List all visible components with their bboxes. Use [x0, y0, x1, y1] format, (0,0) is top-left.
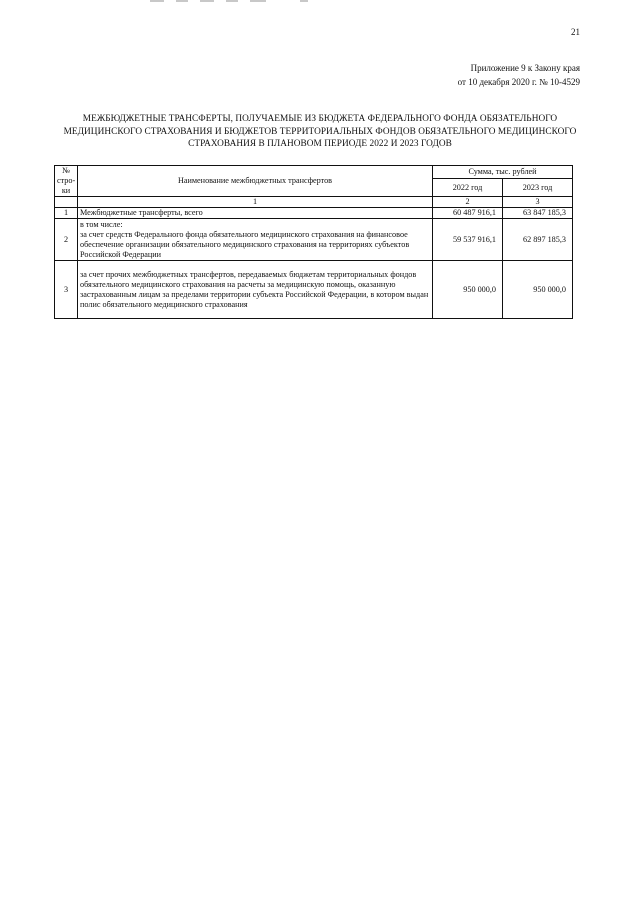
transfers-table	[54, 165, 573, 319]
table-row	[55, 261, 573, 319]
title-line-2: МЕДИЦИНСКОГО СТРАХОВАНИЯ И БЮДЖЕТОВ ТЕРРИТОРИАЛЬНЫХ ФОНДОВ ОБЯЗАТЕЛЬНОГО МЕДИЦИНСКОГО	[63, 126, 577, 137]
row-value-2022: 59 537 916,1	[433, 219, 503, 261]
header-index-2: 2	[433, 197, 503, 208]
row-value-2023: 950 000,0	[503, 261, 573, 319]
row-name: за счет прочих межбюджетных трансфертов, передаваемых бюджетам территориальных фондов обязательного медицинского страхования на расчеты за медицинскую помощь, оказанную застрахованным лицам за пределами территории субъекта Российской Федерации, в котором выдан полис обязательного медицинского страхования	[78, 261, 433, 319]
table-row	[55, 208, 573, 219]
row-value-2023: 62 897 185,3	[503, 219, 573, 261]
row-name	[78, 219, 433, 261]
row-number: 3	[55, 261, 78, 319]
row-value-2022: 950 000,0	[433, 261, 503, 319]
page-number: 21	[571, 27, 580, 37]
header-transfer-name: Наименование межбюджетных трансфертов	[78, 166, 433, 197]
header-year-2023: 2023 год	[503, 179, 573, 197]
row-number: 2	[55, 219, 78, 261]
header-index-3: 3	[503, 197, 573, 208]
row-number: 1	[55, 208, 78, 219]
header-index-empty	[55, 197, 78, 208]
header-index-1: 1	[78, 197, 433, 208]
header-row-number: № стро- ки	[55, 166, 78, 197]
table-row	[55, 219, 573, 261]
scan-artifact-marks	[150, 0, 330, 4]
title-line-1: МЕЖБЮДЖЕТНЫЕ ТРАНСФЕРТЫ, ПОЛУЧАЕМЫЕ ИЗ БЮДЖЕТА ФЕДЕРАЛЬНОГО ФОНДА ОБЯЗАТЕЛЬНОГО	[82, 114, 558, 124]
row-value-2023: 63 847 185,3	[503, 208, 573, 219]
header-year-2022: 2022 год	[433, 179, 503, 197]
row-name: Межбюджетные трансферты, всего	[78, 208, 433, 219]
appendix-line-2: от 10 декабря 2020 г. № 10-4529	[457, 77, 580, 87]
row-name-text: за счет средств Федерального фонда обязательного медицинского страхования на финансовое обеспечение организации обязательного медицинского страхования на территориях субъектов Российской Федерации	[80, 229, 410, 259]
row-prefix: в том числе:	[80, 219, 123, 229]
appendix-line-1: Приложение 9 к Закону края	[470, 63, 580, 73]
row-value-2022: 60 487 916,1	[433, 208, 503, 219]
document-title	[40, 113, 600, 151]
appendix-reference	[458, 61, 580, 89]
header-sum: Сумма, тыс. рублей	[433, 166, 573, 179]
title-line-3: СТРАХОВАНИЯ В ПЛАНОВОМ ПЕРИОДЕ 2022 И 2023 ГОДОВ	[188, 139, 452, 149]
